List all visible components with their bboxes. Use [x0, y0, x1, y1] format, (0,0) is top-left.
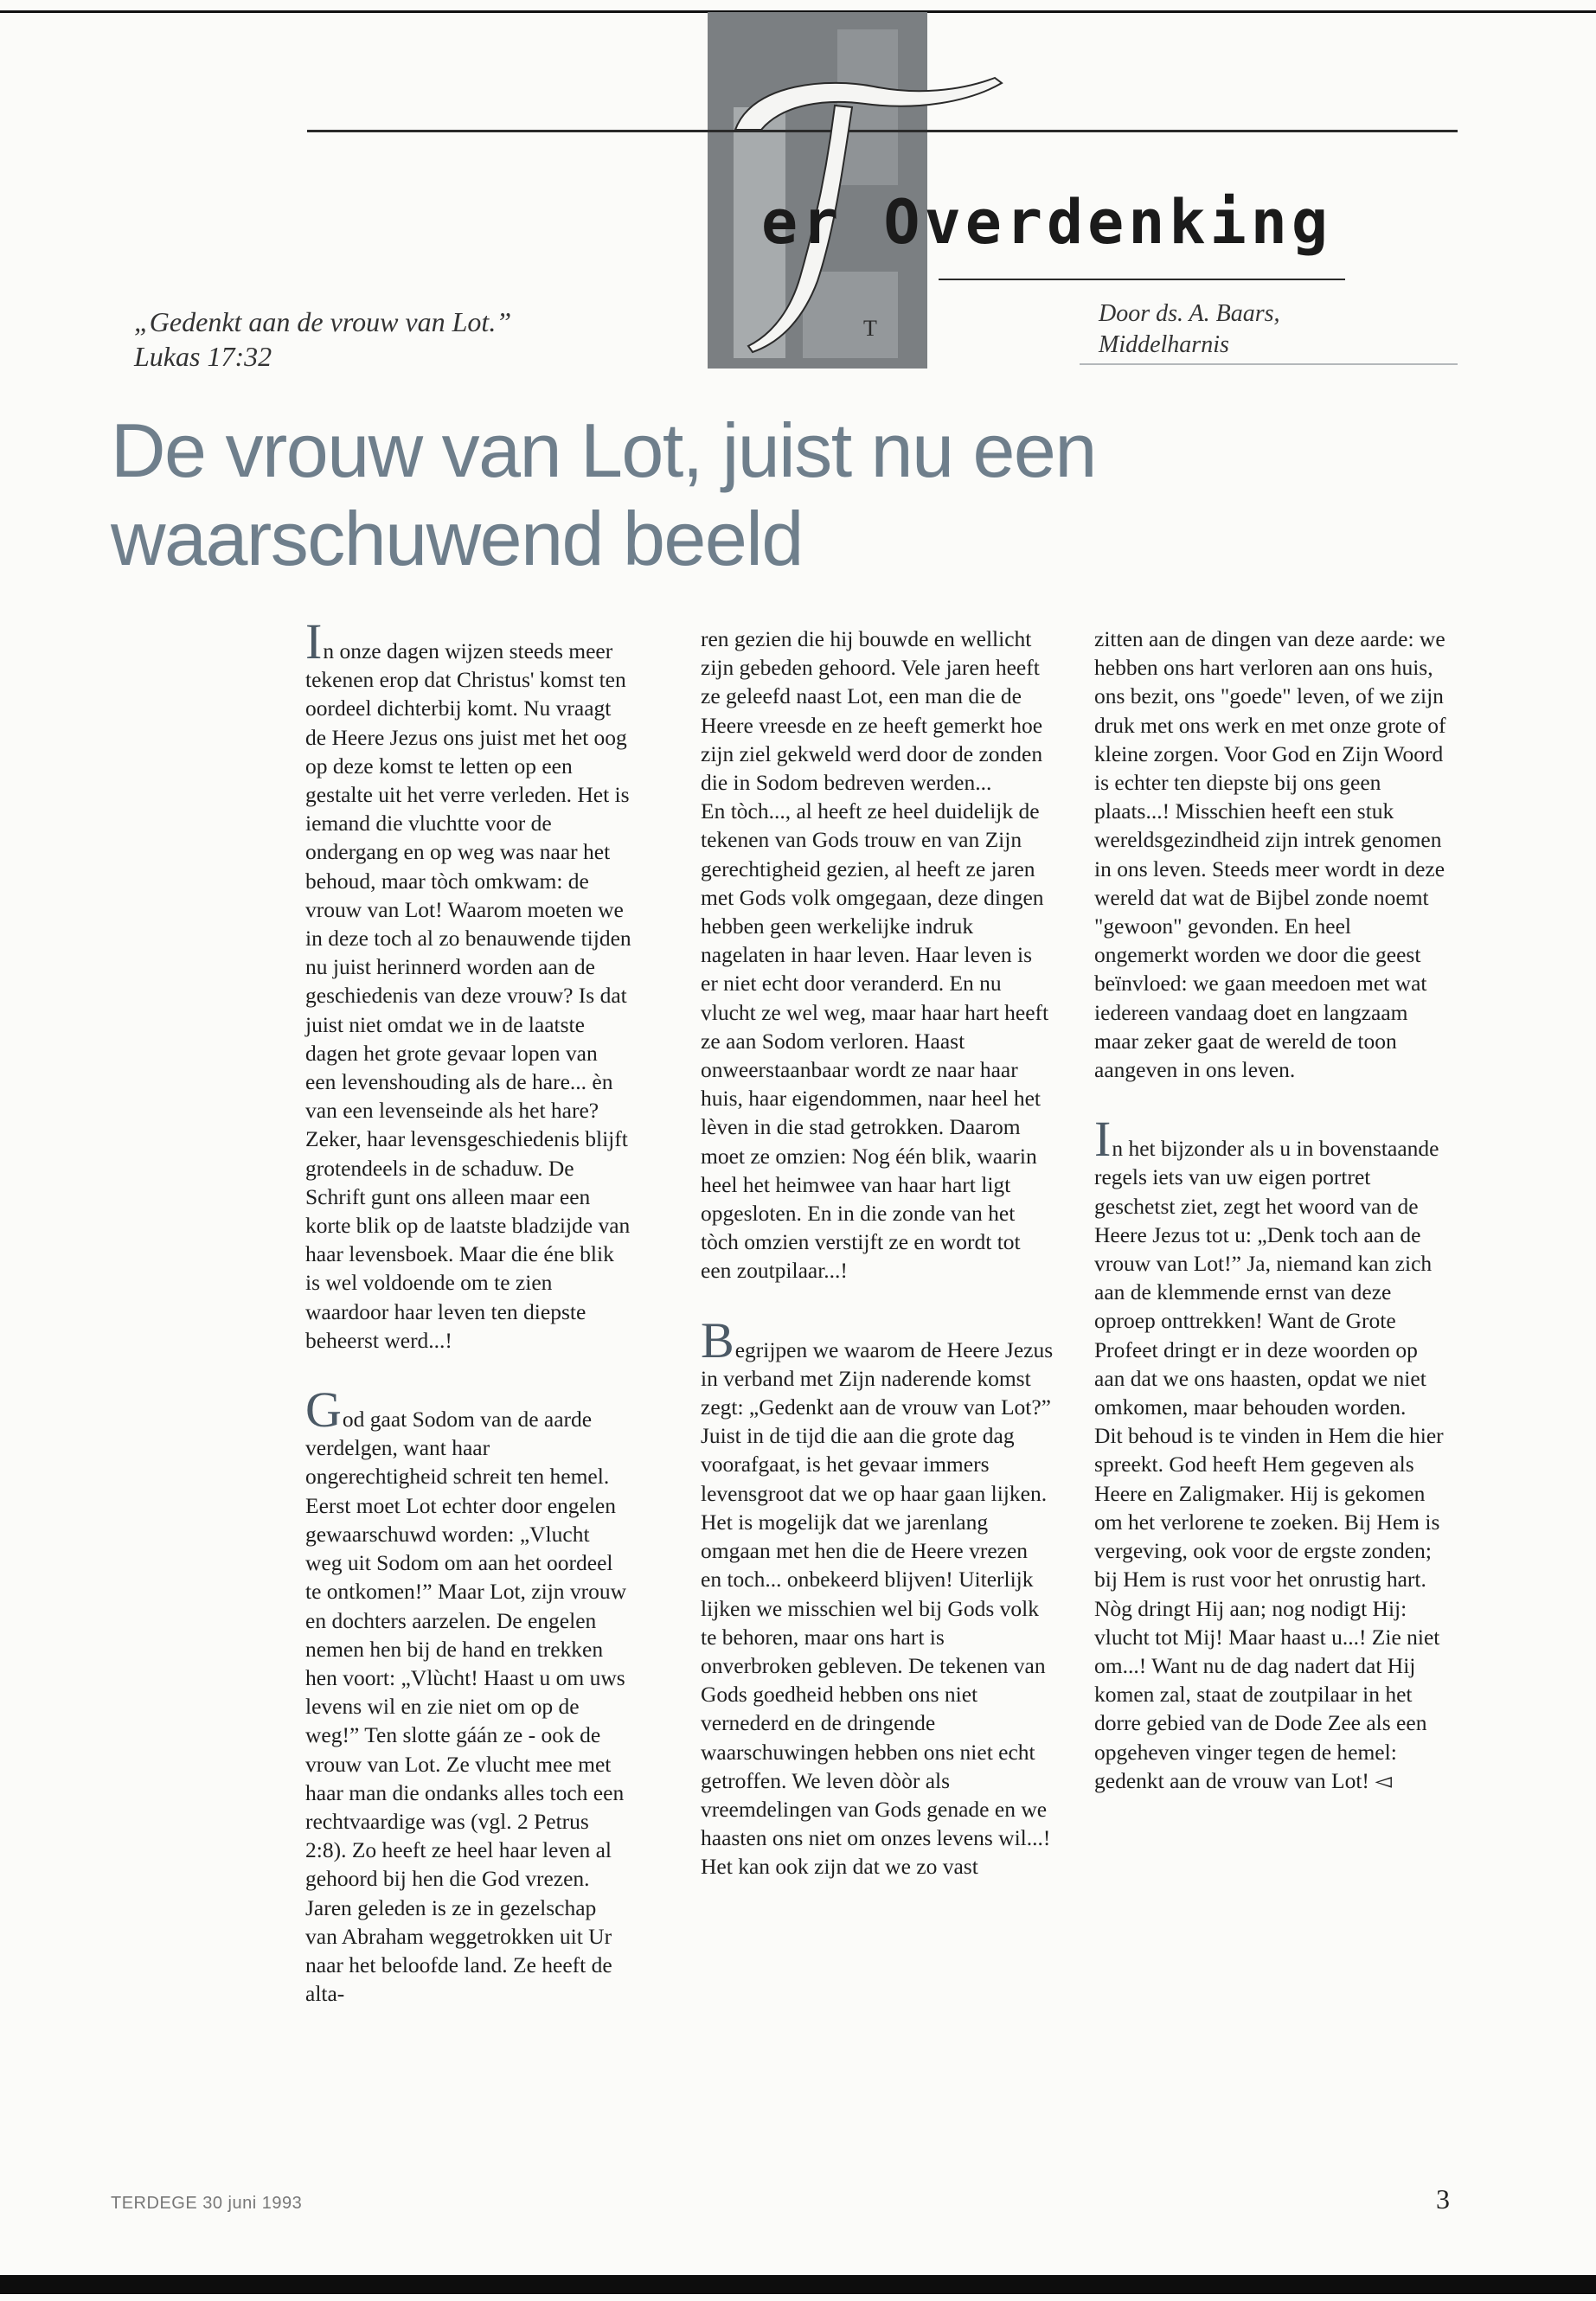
- scripture-text: „Gedenkt aan de vrouw van Lot.”: [134, 306, 512, 337]
- author-name: Door ds. A. Baars,: [1099, 300, 1280, 327]
- bottom-border: [0, 2275, 1596, 2294]
- drop-cap: I: [305, 613, 323, 670]
- publication-line: TERDEGE 30 juni 1993: [111, 2194, 303, 2213]
- paragraph: [1094, 1111, 1451, 1421]
- paragraph: [701, 1311, 1054, 1853]
- paragraph-text: n onze dagen wijzen steeds meer tekenen erop dat Christus' komst ten oordeel dichterbij komt. Nu vraagt de Heere Jezus ons juist met het oog op deze komst te letten op een gestalte uit het verre verleden. Het is iemand die vluchtte voor de ondergang en op weg was naar het behoud, maar tòch omkwam: de vrouw van Lot! Waarom moeten we in deze toch al zo benauwende tijden nu juist herinnerd worden aan de geschiedenis van deze vrouw? Is dat juist niet omdat we in de laatste dagen het grote gevaar lopen van een levenshouding als de hare... èn van een levenseinde als het hare? Zeker, haar levensgeschiedenis blijft grotendeels in de schaduw. De Schrift gunt ons alleen maar een korte blik op de laatste bladzijde van haar levensboek. Maar die éne blik is wel voldoende om te zien waardoor haar leven ten diepste beheerst werd...!: [305, 638, 631, 1353]
- author-location: Middelharnis: [1099, 331, 1229, 358]
- paragraph-text: Dit behoud is te vinden in Hem die hier spreekt. God heeft Hem gegeven als Heere en Zaligmaker. Hij is gekomen om het verlorene te zoeken. Bij Hem is vergeving, ook voor de ergste zonden; bij Hem is rust voor het onrustig hart. Nòg dringt Hij aan; nog nodigt Hij: vlucht tot Mij! Maar haast u...! Zie niet om...! Want nu de dag nadert dat Hij komen zal, staat de zoutpilaar in het dorre gebied van de Dode Zee als een opgeheven vinger tegen de hemel: gedenkt aan de vrouw van Lot!: [1094, 1423, 1444, 1793]
- paragraph-text: od gaat Sodom van de aarde verdelgen, want haar ongerechtigheid schreit ten hemel. Eerst moet Lot echter door engelen gewaarschuwd worden: „Vlucht weg uit Sodom om aan het oordeel te ontkomen!” Maar Lot, zijn vrouw en dochters aarzelen. De engelen nemen hen bij de hand en trekken hen voort: „Vlùcht! Haast u om uws levens wil en zie niet om op de weg!” Ten slotte gáán ze - ook de vrouw van Lot. Ze vlucht mee met haar man die ondanks alles toch een rechtvaardige was (vgl. 2 Petrus 2:8). Zo heeft ze heel haar leven al gehoord bij hen die God vrezen. Jaren geleden is ze in gezelschap van Abraham weggetrokken uit Ur naar het beloofde land. Ze heeft de alta-: [305, 1407, 627, 2007]
- paragraph: [1094, 1421, 1451, 1795]
- paragraph: [305, 613, 631, 1355]
- scripture-reference: Lukas 17:32: [134, 341, 272, 372]
- headline-line-2: waarschuwend beeld: [111, 496, 803, 581]
- page-number: 3: [1436, 2183, 1450, 2214]
- paragraph-text: n het bijzonder als u in bovenstaande regels iets van uw eigen portret geschetst ziet, zegt het woord van de Heere Jezus tot u: „Denk toch aan de vrouw van Lot!” Ja, niemand kan zich aan de klemmende ernst van deze oproep onttrekken! Want de Grote Profeet dringt er in deze woorden op aan dat we ons haasten, opdat we niet omkomen, maar behouden worden.: [1094, 1136, 1439, 1420]
- paragraph-text: egrijpen we waarom de Heere Jezus in verband met Zijn naderende komst zegt: „Gedenkt aan de vrouw van Lot?” Juist in de tijd die aan die grote dag voorafgaat, is het gevaar immers levensgroot dat we op haar gaan lijken. Het is mogelijk dat we jarenlang omgaan met hen die de Heere vrezen en toch... onbekeerd blijven! Uiterlijk lijken we misschien wel bij Gods volk te behoren, maar ons hart is onverbroken gebleven. De tekenen van Gods goedheid hebben ons niet vernederd en de dringende waarschuwingen hebben ons niet echt getroffen. We leven dòòr als vreemdelingen van Gods genade en we haasten ons niet om onzes levens wil...!: [701, 1336, 1054, 1851]
- headline-line-1: De vrouw van Lot, juist nu een: [111, 407, 1096, 493]
- initial-letter: T: [863, 316, 877, 341]
- paragraph: [305, 1381, 631, 2008]
- drop-cap: I: [1094, 1111, 1112, 1168]
- article-column-2: [701, 625, 1054, 1881]
- author-credit: [1099, 298, 1445, 361]
- paragraph: En tòch..., al heeft ze heel duidelijk de tekenen van Gods trouw en van Zijn gerechtigheid gezien, al heeft ze jaren met Gods volk omgegaan, deze dingen hebben geen werkelijke indruk nagelaten in haar leven. Haar leven is er niet echt door veranderd. En nu vlucht ze wel weg, maar haar hart heeft ze aan Sodom verloren. Haast onweerstaanbaar wordt ze naar haar huis, haar eigendommen, naar heel het lèven in die stad getrokken. Daarom moet ze omzien: Nog één blik, waarin heel het heimwee van haar hart ligt opgesloten. En in die zonde van het tòch omzien verstijft ze en wordt tot een zoutpilaar...!: [701, 798, 1049, 1284]
- section-title: er Overdenking: [761, 187, 1333, 258]
- drop-cap: B: [701, 1311, 734, 1368]
- paragraph: Het kan ook zijn dat we zo vast: [701, 1854, 978, 1880]
- article-column-1: [305, 613, 631, 2008]
- paragraph: zitten aan de dingen van deze aarde: we hebben ons hart verloren aan ons huis, ons bezit, ons "goede" leven, of we zijn druk met ons werk en met onze grote of kleine zorgen. Voor God en Zijn Woord is echter ten diepste bij ons geen plaats...! Misschien heeft een stuk wereldsgezindheid zijn intrek genomen in ons leven. Steeds meer wordt in deze wereld dat wat de Bijbel zonde noemt "gewoon" gevonden. En heel ongemerkt worden we door die geest beïnvloed: we gaan meedoen met wat iedereen vandaag doet en langzaam maar zeker gaat de wereld de toon aangeven in ons leven.: [1094, 626, 1446, 1083]
- drop-cap: G: [305, 1381, 342, 1439]
- initial-swash: [735, 78, 1002, 130]
- end-mark: ◅: [1375, 1767, 1392, 1793]
- article-headline: [111, 407, 1235, 583]
- paragraph: ren gezien die hij bouwde en wellicht zijn gebeden gehoord. Vele jaren heeft ze geleefd naast Lot, een man die de Heere vreesde en ze heeft gemerkt hoe zijn ziel gekweld werd door de zonden die in Sodom bedreven werden...: [701, 626, 1043, 796]
- scripture-quote: [134, 304, 619, 374]
- article-column-3: [1094, 625, 1451, 1795]
